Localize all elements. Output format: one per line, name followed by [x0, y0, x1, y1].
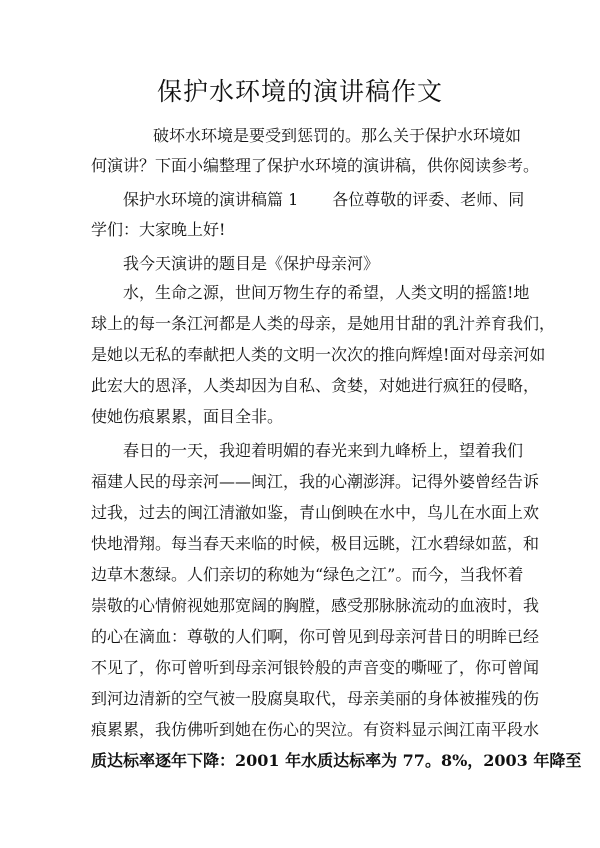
topic-line: 我今天演讲的题目是《保护母亲河》: [123, 254, 380, 273]
paragraph1-line-3: 是她以无私的奉献把人类的文明一次次的推向辉煌!面对母亲河如: [91, 345, 546, 364]
paragraph2-line-8: 不见了，你可曾听到母亲河银铃般的声音变的嘶哑了，你可曾闻: [91, 658, 540, 677]
document-title: 保护水环境的演讲稿作文: [156, 77, 443, 106]
paragraph2-line-9: 到河边清新的空气被一股腐臭取代，母亲美丽的身体被摧残的伤: [91, 689, 540, 708]
paragraph2-line-10: 痕累累，我仿佛听到她在伤心的哭泣。有资料显示闽江南平段水: [91, 720, 540, 739]
paragraph2-line-3: 过我，过去的闽江清澈如鉴，青山倒映在水中，鸟儿在水面上欢: [91, 503, 540, 522]
paragraph2-line-11: 质达标率逐年下降：2001 年水质达标率为 77。8%，2003 年降至: [91, 751, 582, 770]
salutation-line-2: 学们：大家晚上好!: [91, 220, 226, 239]
section-heading: 保护水环境的演讲稿篇 1: [123, 190, 299, 209]
paragraph1-line-2: 球上的每一条江河都是人类的母亲，是她用甘甜的乳汁养育我们，: [91, 314, 556, 333]
paragraph2-line-4: 快地滑翔。每当春天来临的时候，极目远眺，江水碧绿如蓝，和: [91, 534, 540, 553]
paragraph2-line-1: 春日的一天，我迎着明媚的春光来到九峰桥上，望着我们: [123, 441, 524, 460]
section-heading-line: [123, 189, 524, 211]
paragraph1-line-5: 使她伤痕累累，面目全非。: [91, 407, 284, 426]
paragraph1-line-4: 此宏大的恩泽，人类却因为自私、贪婪，对她进行疯狂的侵略，: [91, 376, 540, 395]
paragraph2-line-5: 边草木葱绿。人们亲切的称她为“绿色之江”。而今，当我怀着: [91, 565, 524, 584]
paragraph2-line-2: 福建人民的母亲河——闽江，我的心潮澎湃。记得外婆曾经告诉: [91, 472, 540, 491]
intro-line-1: 破坏水环境是要受到惩罚的。那么关于保护水环境如: [153, 126, 522, 145]
paragraph1-line-1: 水，生命之源，世间万物生存的希望，人类文明的摇篮!地: [123, 283, 530, 302]
paragraph2-line-7: 的心在滴血：尊敬的人们啊，你可曾见到母亲河昔日的明眸已经: [91, 627, 540, 646]
intro-line-2: 何演讲？下面小编整理了保护水环境的演讲稿，供你阅读参考。: [91, 156, 540, 175]
salutation-line-1: 各位尊敬的评委、老师、同: [332, 190, 525, 209]
paragraph2-line-6: 崇敬的心情俯视她那宽阔的胸膛，感受那脉脉流动的血液时，我: [91, 596, 540, 615]
